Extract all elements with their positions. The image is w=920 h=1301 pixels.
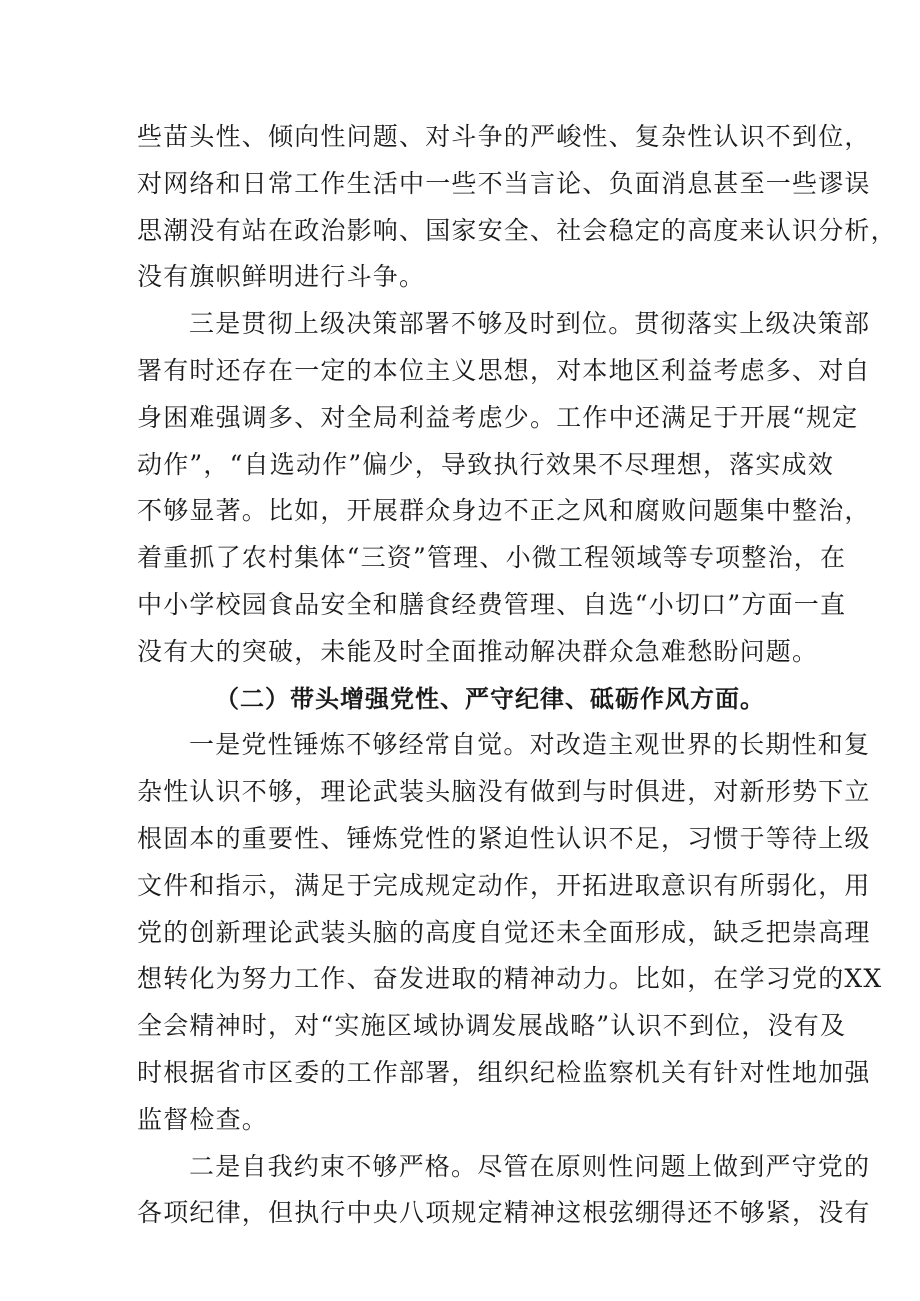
text-line: 全会精神时，对“实施区域协调发展战略”认识不到位，没有及 [137, 1011, 847, 1041]
text-line: 对网络和日常工作生活中一些不当言论、负面消息甚至一些谬误 [137, 168, 871, 198]
text-line: 一是党性锤炼不够经常自觉。对改造主观世界的长期性和复 [189, 730, 871, 760]
paragraph-2 [137, 301, 871, 675]
paragraph-3 [137, 722, 883, 1143]
text-line: 二是自我约束不够严格。尽管在原则性问题上做到严守党的 [189, 1151, 871, 1181]
paragraph-4 [137, 1144, 871, 1238]
section-heading [137, 676, 795, 723]
text-line: 各项纪律，但执行中央八项规定精神这根弦绷得还不够紧，没有 [137, 1198, 871, 1228]
text-line: 不够显著。比如，开展群众身边不正之风和腐败问题集中整治， [137, 496, 871, 526]
text-line: 些苗头性、倾向性问题、对斗争的严峻性、复杂性认识不到位， [137, 122, 871, 151]
text-line: 动作”，“自选动作”偏少，导致执行效果不尽理想，落实成效 [137, 449, 834, 479]
text-line: 根固本的重要性、锤炼党性的紧迫性认识不足，习惯于等待上级 [137, 823, 871, 853]
text-line: 没有旗帜鲜明进行斗争。 [137, 262, 426, 292]
text-line: 监督检查。 [137, 1104, 269, 1134]
text-line: 着重抓了农村集体“三资”管理、小微工程领域等专项整治，在 [137, 543, 847, 573]
text-line: 杂性认识不够，理论武装头脑没有做到与时俱进，对新形势下立 [137, 777, 871, 807]
text-line: 思潮没有站在政治影响、国家安全、社会稳定的高度来认识分析， [137, 215, 897, 245]
text-line: 中小学校园食品安全和膳食经费管理、自选“小切口”方面一直 [137, 589, 847, 619]
text-line: 党的创新理论武装头脑的高度自觉还未全面形成，缺乏把崇高理 [137, 917, 871, 947]
section-heading-text: （二）带头增强党性、严守纪律、砥砺作风方面。 [215, 684, 765, 713]
text-line: 文件和指示，满足于完成规定动作，开拓进取意识有所弱化，用 [137, 870, 871, 900]
text-line: 身困难强调多、对全局利益考虑少。工作中还满足于开展“规定 [137, 402, 859, 432]
document-body [137, 114, 897, 1237]
text-line: 署有时还存在一定的本位主义思想，对本地区利益考虑多、对自 [137, 355, 871, 385]
text-line: 三是贯彻上级决策部署不够及时到位。贯彻落实上级决策部 [189, 309, 871, 339]
text-line: 没有大的突破，未能及时全面推动解决群众急难愁盼问题。 [137, 636, 819, 666]
text-line: 想转化为努力工作、奋发进取的精神动力。比如，在学习党的XX [137, 964, 883, 994]
paragraph-1 [137, 114, 897, 301]
text-line: 时根据省市区委的工作部署，组织纪检监察机关有针对性地加强 [137, 1057, 871, 1087]
